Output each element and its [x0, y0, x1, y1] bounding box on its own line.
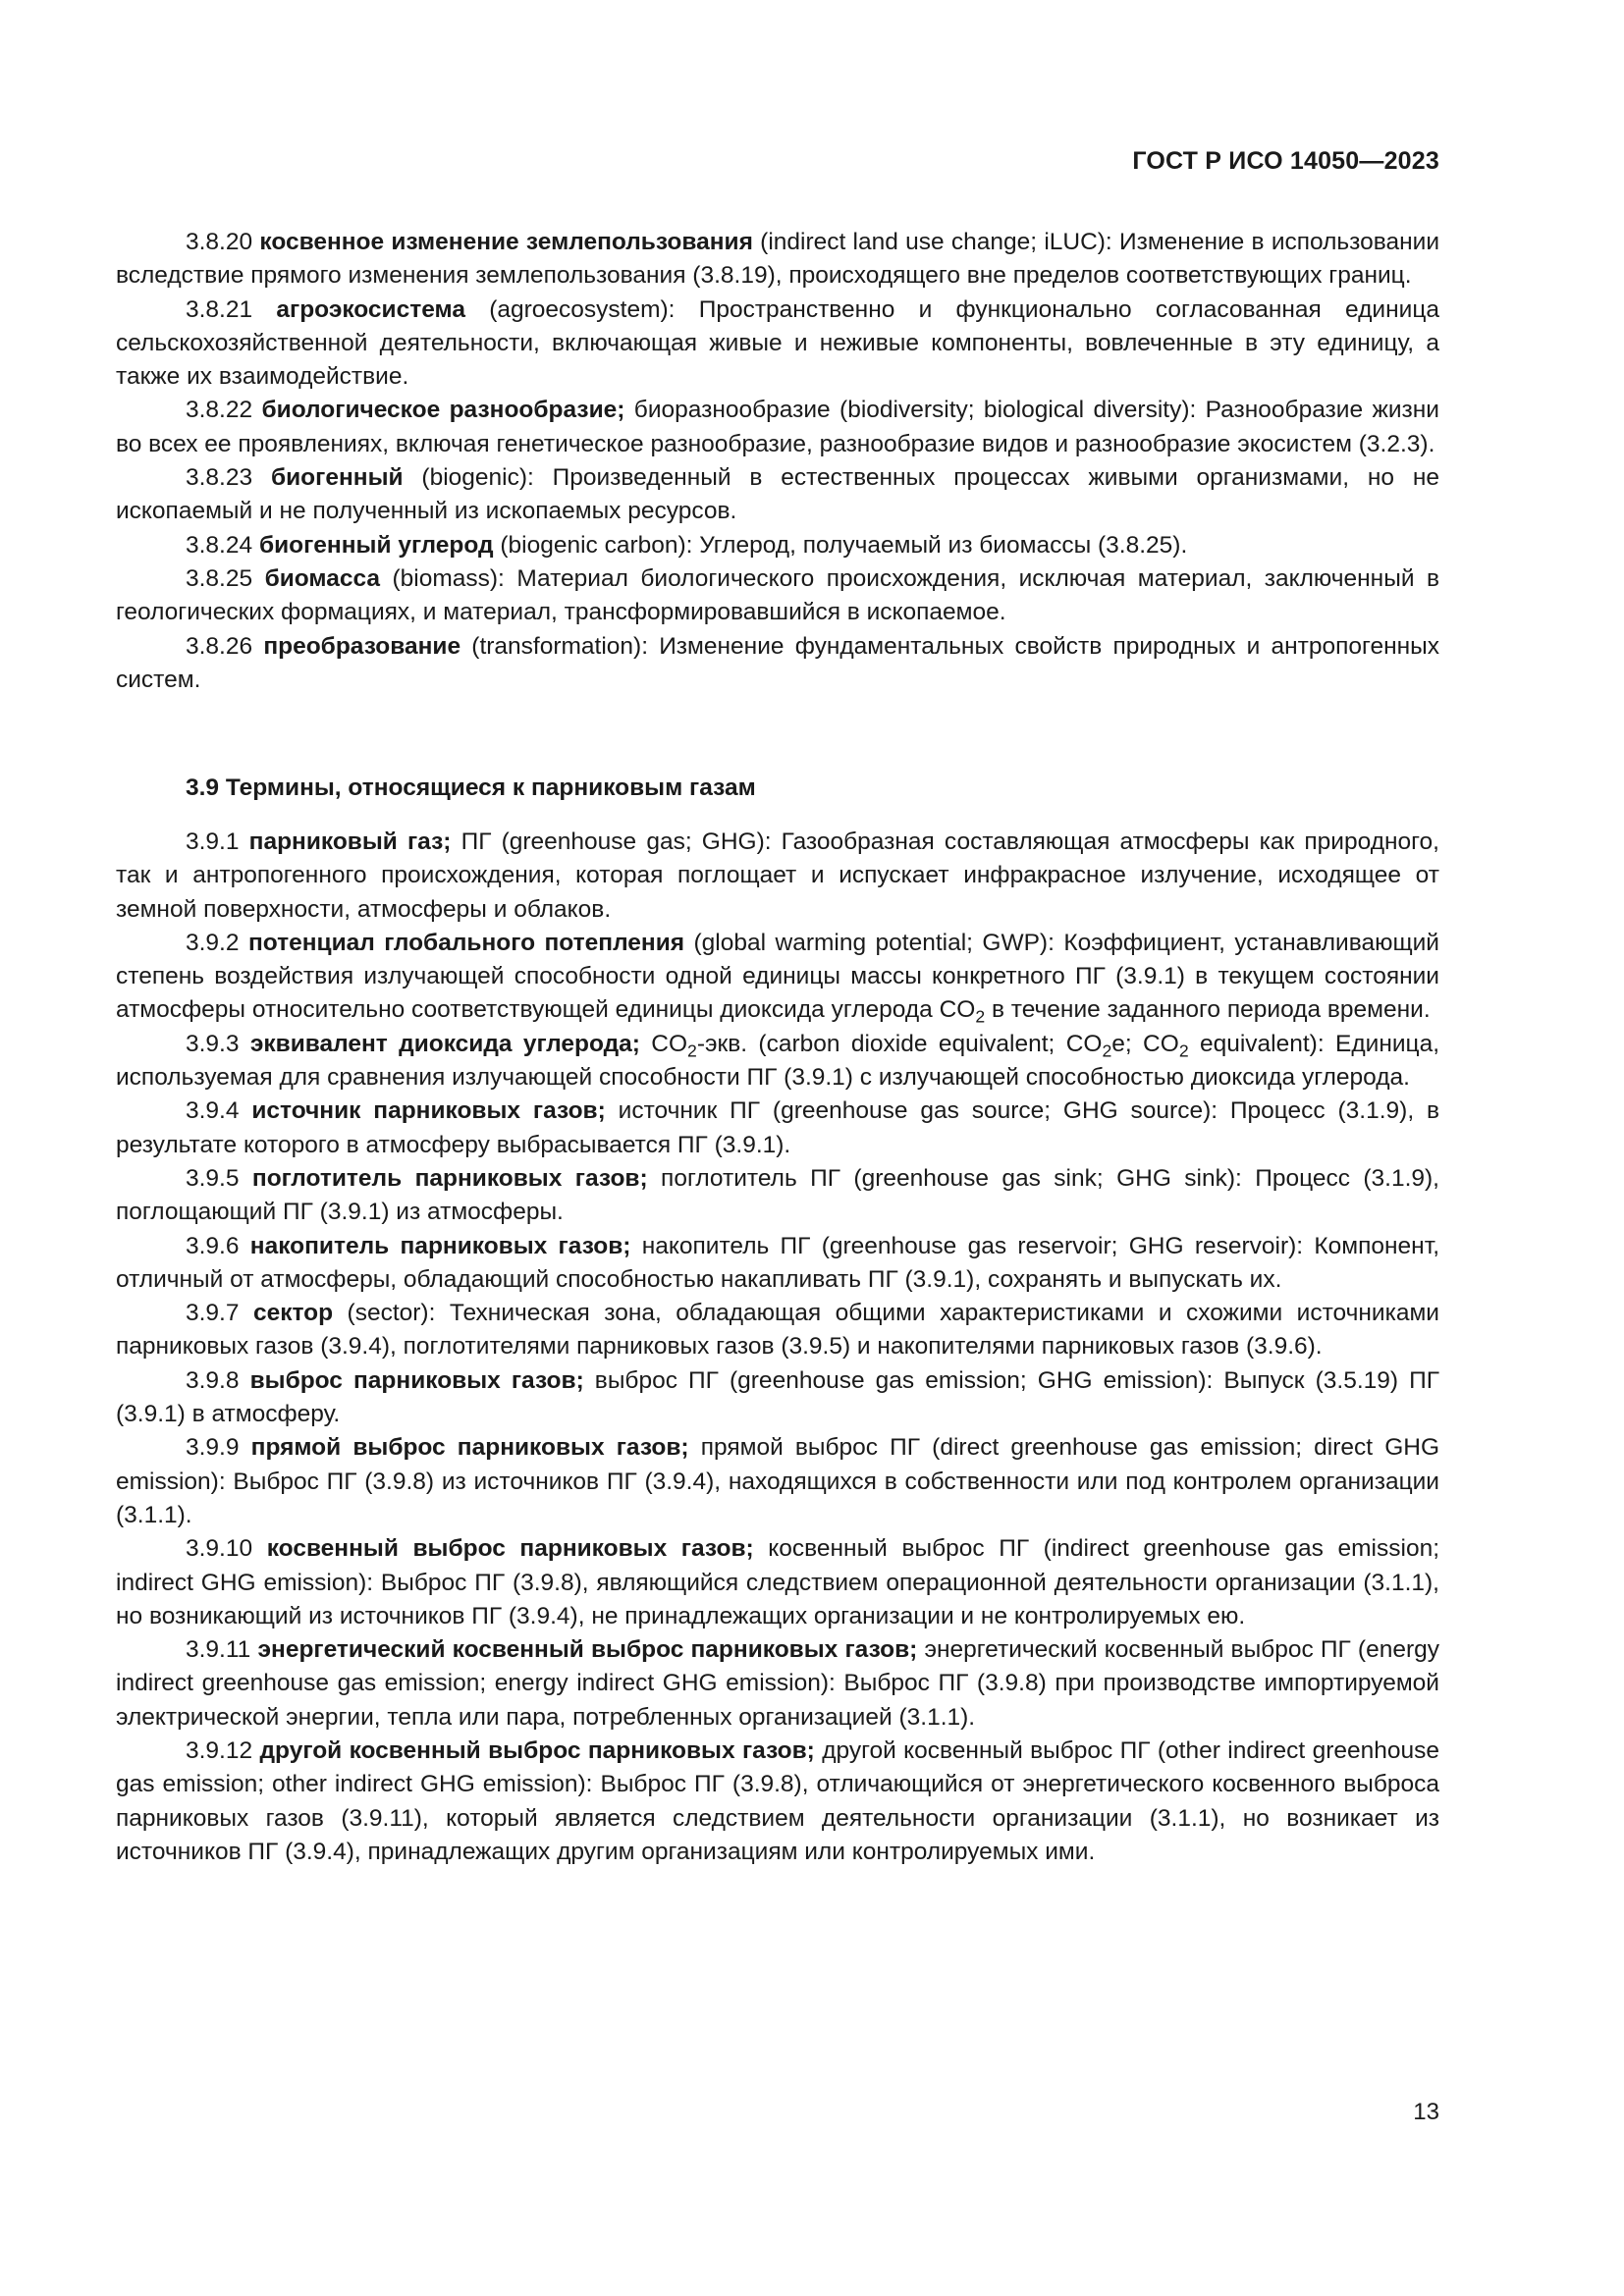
- term-entry: 3.8.22 биологическое разнообразие; биоразнообразие (biodiversity; biological diversity): Разнообразие жизни во всех ее проявлениях, включая генетическое разнообразие, разнообразие видов и разнообразие экосистем (3.2.3).: [116, 397, 1439, 457]
- term-entry: 3.9.11 энергетический косвенный выброс парниковых газов; энергетический косвенный выброс ПГ (energy indirect greenhouse gas emission; energy indirect GHG emission): Выброс ПГ (3.9.8) при производстве импортируемой электрической энергии, тепла или пара, потребленных организацией (3.1.1).: [116, 1636, 1439, 1731]
- term-entry: 3.9.9 прямой выброс парниковых газов; прямой выброс ПГ (direct greenhouse gas emission; direct GHG emission): Выброс ПГ (3.9.8) из источников ПГ (3.9.4), находящихся в собственности или под контролем организации (3.1.1).: [116, 1434, 1439, 1528]
- page-number: 13: [1413, 2099, 1439, 2125]
- term-entry: 3.9.12 другой косвенный выброс парниковых газов; другой косвенный выброс ПГ (other indirect greenhouse gas emission; other indirect GHG emission): Выброс ПГ (3.9.8), отличающийся от энергетического косвенного выброса парниковых газов (3.9.11), который является следствием деятельности организации (3.1.1), но возникает из источников ПГ (3.9.4), принадлежащих другим организациям или контролируемых ими.: [116, 1737, 1440, 1865]
- term-entry: 3.9.5 поглотитель парниковых газов; поглотитель ПГ (greenhouse gas sink; GHG sink): Процесс (3.1.9), поглощающий ПГ (3.9.1) из атмосферы.: [116, 1164, 1439, 1226]
- term-entry: 3.8.24 биогенный углерод (biogenic carbon): Углерод, получаемый из биомассы (3.8.25).: [186, 531, 1188, 559]
- term-entry: 3.9.8 выброс парниковых газов; выброс ПГ (greenhouse gas emission; GHG emission): Выпуск (3.5.19) ПГ (3.9.1) в атмосферу.: [116, 1366, 1439, 1428]
- term-entry: 3.8.20 косвенное изменение землепользования (indirect land use change; iLUC): Изменение в использовании вследствие прямого изменения землепользования (3.8.19), происходящего вне пределов соответствующих границ.: [116, 229, 1440, 290]
- term-entry: 3.8.26 преобразование (transformation): Изменение фундаментальных свойств природных и антропогенных систем.: [116, 632, 1439, 693]
- section-heading: 3.9 Термины, относящиеся к парниковым газам: [186, 774, 756, 801]
- term-entry: 3.9.10 косвенный выброс парниковых газов; косвенный выброс ПГ (indirect greenhouse gas emission; indirect GHG emission): Выброс ПГ (3.9.8), являющийся следствием операционной деятельности организации (3.1.1), но возникающий из источников ПГ (3.9.4), не принадлежащих организации и не контролируемых ею.: [116, 1535, 1439, 1629]
- term-entry: 3.8.23 биогенный (biogenic): Произведенный в естественных процессах живыми организмами, но не ископаемый и не полученный из ископаемых ресурсов.: [116, 464, 1440, 525]
- term-entry: 3.8.25 биомасса (biomass): Материал биологического происхождения, исключая материал, заключенный в геологических формациях, и материал, трансформировавшийся в ископаемое.: [116, 564, 1439, 626]
- term-entry: 3.9.4 источник парниковых газов; источник ПГ (greenhouse gas source; GHG source): Процесс (3.1.9), в результате которого в атмосферу выбрасывается ПГ (3.9.1).: [116, 1097, 1440, 1158]
- document-header: ГОСТ Р ИСО 14050—2023: [1132, 147, 1439, 175]
- term-entry: 3.9.2 потенциал глобального потепления (global warming potential; GWP): Коэффициент, устанавливающий степень воздействия излучающей способности одной единицы массы конкретного ПГ (3.9.1) в текущем состоянии атмосферы относительно соответствующей единицы диоксида углерода $CO_2$ в течение заданного периода времени.: [116, 929, 1439, 1028]
- term-entry: 3.9.6 накопитель парниковых газов; накопитель ПГ (greenhouse gas reservoir; GHG reservoir): Компонент, отличный от атмосферы, обладающий способностью накапливать ПГ (3.9.1), сохранять и выпускать их.: [116, 1232, 1440, 1293]
- terms-block-3-8: [116, 226, 1439, 697]
- terms-block-3-9: [116, 826, 1439, 1869]
- term-entry: 3.9.3 эквивалент диоксида углерода; $CO_2$-экв. (carbon dioxide equivalent; $CO_2e$; $CO_2$ equivalent): Единица, используемая для сравнения излучающей способности ПГ (3.9.1) с излучающей способностью диоксида углерода.: [116, 1030, 1440, 1092]
- term-entry: 3.8.21 агроэкосистема (agroecosystem): Пространственно и функционально согласованная единица сельскохозяйственной деятельности, включающая живые и неживые компоненты, вовлеченные в эту единицу, а также их взаимодействие.: [116, 295, 1439, 391]
- term-entry: 3.9.1 парниковый газ; ПГ (greenhouse gas; GHG): Газообразная составляющая атмосферы как природного, так и антропогенного происхождения, которая поглощает и испускает инфракрасное излучение, исходящее от земной поверхности, атмосферы и облаков.: [116, 828, 1439, 923]
- term-entry: 3.9.7 сектор (sector): Техническая зона, обладающая общими характеристиками и схожими источниками парниковых газов (3.9.4), поглотителями парниковых газов (3.9.5) и накопителями парниковых газов (3.9.6).: [116, 1300, 1439, 1361]
